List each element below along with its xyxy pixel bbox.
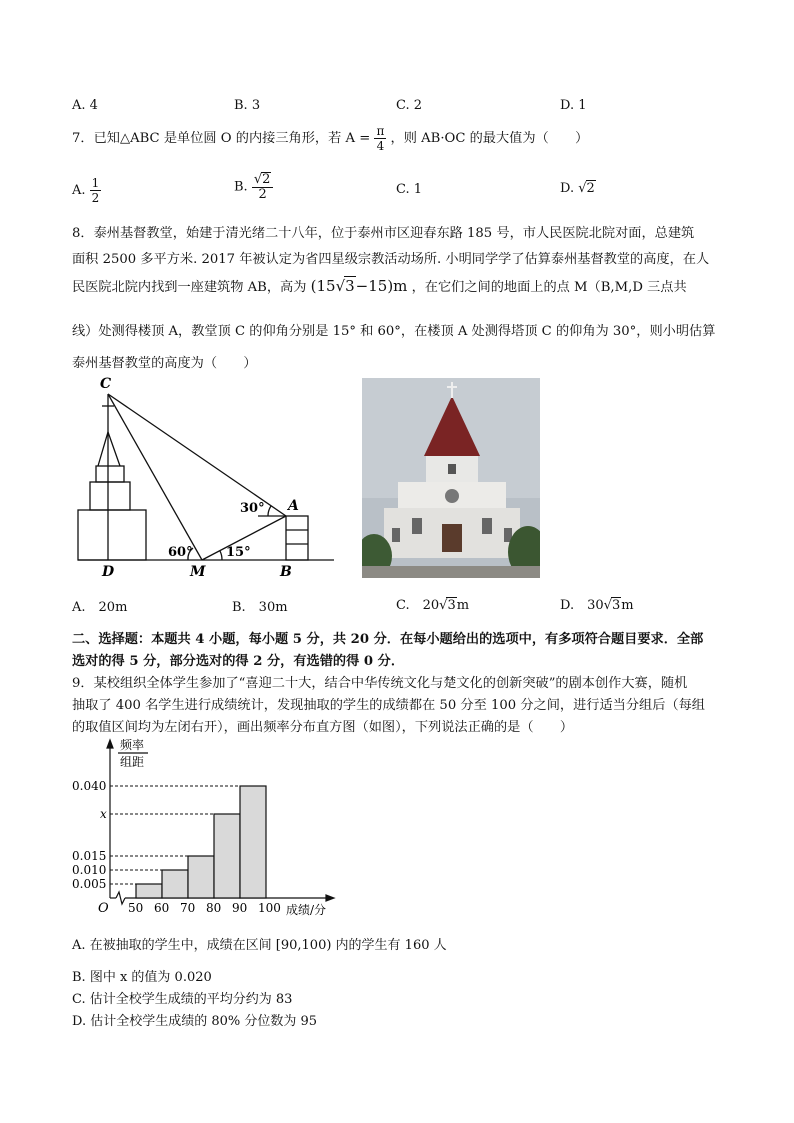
q9-line-2: 抽取了 400 名学生进行成绩统计，发现抽取的学生的成绩都在 50 分至 100 分之间，进行适当分组后（每组 <box>72 698 705 713</box>
q6-option-c: C. 2 <box>396 98 423 113</box>
q8-height-expr: (15√3−15)m <box>310 277 408 295</box>
q7-stem-post: ，则 AB·OC 的最大值为（ ） <box>390 131 589 146</box>
q7-frac-num: π <box>376 124 385 138</box>
angle-15: 15° <box>226 545 251 560</box>
q7-opt-a-label: A. <box>72 183 86 198</box>
q7-stem-pre: 7．已知△ABC 是单位圆 O 的内接三角形，若 A = <box>72 131 371 146</box>
hist-ylabel-top: 频率 <box>120 738 145 752</box>
q9-option-c: C. 估计全校学生成绩的平均分约为 83 <box>72 992 293 1007</box>
q7-option-b: B. $\frac{√2}{2}$ <box>234 172 273 202</box>
q8-line-2: 面积 2500 多平方米. 2017 年被认定为省四星级宗教活动场所. 小明同学学了估算泰州基督教堂的高度，在人 <box>72 252 710 267</box>
hist-bar <box>188 856 214 898</box>
q7-option-d: D. √2 <box>560 181 595 196</box>
q9-option-d: D. 估计全校学生成绩的 80% 分位数为 95 <box>72 1014 318 1029</box>
hist-ytick-label: 0.015 <box>72 849 107 863</box>
hist-ytick-label: 0.040 <box>72 779 107 793</box>
hist-xtick-label: 50 <box>128 901 144 915</box>
q9-option-b: B. 图中 x 的值为 0.020 <box>72 970 212 985</box>
hist-xtick-label: 90 <box>232 901 248 915</box>
hist-bar <box>136 884 162 898</box>
q7-opt-b-den: 2 <box>258 187 267 202</box>
q7-stem <box>72 124 732 153</box>
hist-ylabel-bottom: 组距 <box>120 755 145 769</box>
label-m: M <box>190 564 206 580</box>
hist-ytick-label: 0.005 <box>72 877 107 891</box>
q8-option-d: D. 30√3m <box>560 598 634 613</box>
angle-60: 60° <box>168 545 193 560</box>
q7-option-a <box>72 176 101 205</box>
hist-xtick-label: 80 <box>206 901 222 915</box>
hist-bar <box>162 870 188 898</box>
q8-option-c: C. 20√3m <box>396 598 470 613</box>
q9-line-1: 9．某校组织全体学生参加了“喜迎二十大，结合中华传统文化与楚文化的创新突破”的剧本创作大赛，随机 <box>72 676 688 691</box>
q9-line-3: 的取值区间均为左闭右开），画出频率分布直方图（如图），下列说法正确的是（ ） <box>72 720 574 735</box>
q8-line-3-post: ，在它们之间的地面上的点 M（B,M,D 三点共 <box>411 280 687 295</box>
label-c: C <box>100 376 112 392</box>
q8-line-3-pre: 民医院北院内找到一座建筑物 AB，高为 <box>72 280 307 295</box>
frequency-histogram <box>68 736 368 920</box>
angle-30: 30° <box>240 501 265 516</box>
q6-option-d: D. 1 <box>560 98 587 113</box>
hist-origin: O <box>98 901 109 916</box>
q8-line-3 <box>72 276 732 295</box>
q6-option-a: A. 4 <box>72 98 98 113</box>
section-2-heading-line-1: 二、选择题：本题共 4 小题，每小题 5 分，共 20 分．在每小题给出的选项中，有多项符合题目要求．全部 <box>72 632 704 647</box>
church-photo <box>362 378 540 578</box>
q7-angle-fraction <box>374 124 386 153</box>
elevation-figure <box>72 374 342 580</box>
hist-bar <box>214 814 240 898</box>
q8-option-b: B. 30m <box>232 600 288 615</box>
hist-bar <box>240 786 266 898</box>
q8-line-4: 线）处测得楼顶 A，教堂顶 C 的仰角分别是 15° 和 60°，在楼顶 A 处测得塔顶 C 的仰角为 30°，则小明估算 <box>72 324 716 339</box>
q6-option-b: B. 3 <box>234 98 261 113</box>
q8-line-5: 泰州基督教堂的高度为（ ） <box>72 356 257 371</box>
hist-ytick-label: 0.010 <box>72 863 107 877</box>
label-a: A <box>288 498 299 514</box>
q8-line-1: 8．泰州基督教堂，始建于清光绪二十八年，位于泰州市区迎春东路 185 号，市人民医院北院对面，总建筑 <box>72 226 695 241</box>
label-b: B <box>280 564 292 580</box>
hist-xtick-label: 100 <box>258 901 281 915</box>
q7-opt-d-rad: 2 <box>586 181 595 196</box>
q7-opt-a-den: 2 <box>91 191 100 205</box>
q7-opt-b-label: B. <box>234 179 248 195</box>
hist-xtick-label: 70 <box>180 901 196 915</box>
section-2-heading-line-2: 选对的得 5 分，部分选对的得 2 分，有选错的得 0 分． <box>72 654 405 669</box>
hist-ytick-label: x <box>100 807 107 821</box>
hist-xtick-label: 60 <box>154 901 170 915</box>
q7-frac-den: 4 <box>376 139 385 153</box>
q9-option-a: A. 在被抽取的学生中，成绩在区间 [90,100) 内的学生有 160 人 <box>72 938 447 953</box>
q7-opt-b-rad: 2 <box>262 172 271 187</box>
hist-xlabel: 成绩/分 <box>286 903 327 917</box>
q8-option-a: A. 20m <box>72 600 128 615</box>
q7-opt-a-num: 1 <box>91 176 100 190</box>
label-d: D <box>102 564 115 580</box>
q7-opt-d-label: D. <box>560 181 575 196</box>
q7-option-c: C. 1 <box>396 182 423 197</box>
